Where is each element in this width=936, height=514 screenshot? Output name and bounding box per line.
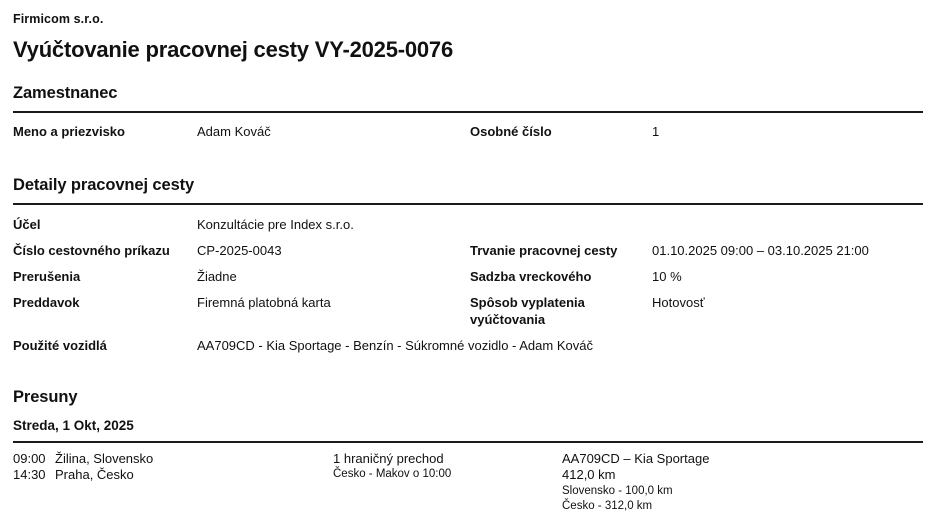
stop-place: Žilina, Slovensko xyxy=(55,451,154,466)
advance-label: Preddavok xyxy=(13,295,80,310)
border-crossing-detail: Česko - Makov o 10:00 xyxy=(333,468,452,480)
page-title: Vyúčtovanie pracovnej cesty VY-2025-0076 xyxy=(13,37,453,62)
duration-value: 01.10.2025 09:00 – 03.10.2025 21:00 xyxy=(652,243,869,258)
breakdown-line: Slovensko - 100,0 km xyxy=(562,485,673,497)
vehicle-distance-breakdown xyxy=(562,484,923,514)
section-divider xyxy=(13,111,923,113)
employee-section-heading: Zamestnanec xyxy=(13,84,118,102)
transfers-section-heading: Presuny xyxy=(13,388,78,406)
vehicles-value: AA709CD - Kia Sportage - Benzín - Súkromné vozidlo - Adam Kováč xyxy=(197,338,593,353)
interruptions-label: Prerušenia xyxy=(13,269,81,284)
travel-order-label: Číslo cestovného príkazu xyxy=(13,243,170,258)
transfer-vehicle xyxy=(562,451,923,514)
stop-time: 14:30 xyxy=(13,466,46,482)
details-row-advance-payment xyxy=(13,294,923,328)
company-name: Firmicom s.r.o. xyxy=(13,12,104,26)
transfer-stop xyxy=(13,451,333,467)
purpose-value: Konzultácie pre Index s.r.o. xyxy=(197,217,354,232)
interruptions-value: Žiadne xyxy=(197,269,237,284)
pocket-money-rate-value: 10 % xyxy=(652,269,682,284)
details-row-purpose xyxy=(13,216,923,233)
transfer-stop xyxy=(13,467,333,483)
details-rows xyxy=(13,216,923,354)
pocket-money-rate-label: Sadzba vreckového xyxy=(470,269,592,284)
payout-method-value: Hotovosť xyxy=(652,295,705,310)
transfer-row xyxy=(13,451,923,514)
section-divider xyxy=(13,203,923,205)
transfer-stops xyxy=(13,451,333,514)
details-row-interruptions-rate xyxy=(13,268,923,285)
travel-order-value: CP-2025-0043 xyxy=(197,243,282,258)
employee-number-value: 1 xyxy=(652,124,660,139)
vehicles-label: Použité vozidlá xyxy=(13,338,107,353)
stop-place: Praha, Česko xyxy=(55,466,134,482)
employee-name-value: Adam Kováč xyxy=(197,124,271,139)
purpose-label: Účel xyxy=(13,217,41,232)
vehicle-name: AA709CD – Kia Sportage xyxy=(562,451,710,466)
stop-time: 09:00 xyxy=(13,451,46,466)
employee-name-label: Meno a priezvisko xyxy=(13,124,125,139)
duration-label: Trvanie pracovnej cesty xyxy=(470,243,618,258)
vehicle-distance: 412,0 km xyxy=(562,466,616,482)
transfer-day-heading: Streda, 1 Okt, 2025 xyxy=(13,418,134,433)
payout-method-label: Spôsob vyplatenia vyúčtovania xyxy=(470,295,585,327)
details-row-order-duration xyxy=(13,242,923,259)
employee-number-label: Osobné číslo xyxy=(470,124,552,139)
advance-value: Firemná platobná karta xyxy=(197,295,331,310)
section-divider xyxy=(13,441,923,443)
details-section-heading: Detaily pracovnej cesty xyxy=(13,176,195,194)
details-row-vehicles xyxy=(13,337,923,354)
breakdown-line: Česko - 312,0 km xyxy=(562,500,653,512)
employee-row xyxy=(13,123,923,140)
border-crossing xyxy=(333,451,562,514)
border-crossing-title: 1 hraničný prechod xyxy=(333,451,444,466)
